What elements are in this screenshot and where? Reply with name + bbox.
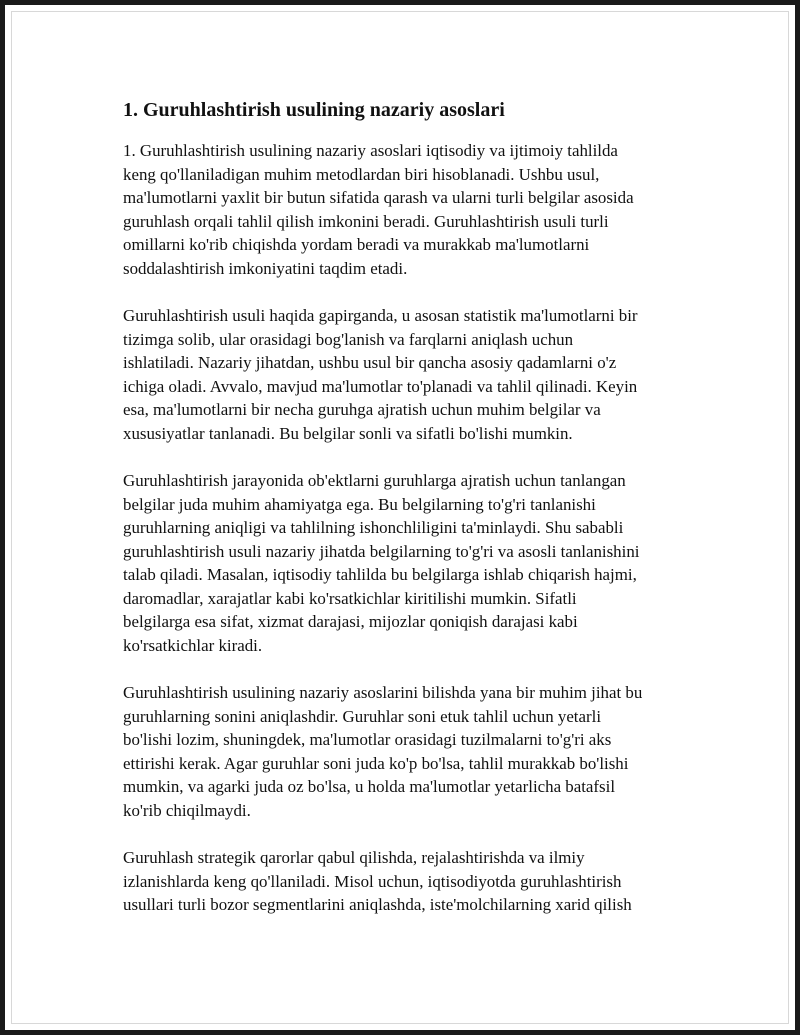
- text-line: guruhlashtirish usuli nazariy jihatda belgilarning to'g'ri va asosli tanlanishini: [123, 541, 640, 561]
- text-line: esa, ma'lumotlarni bir necha guruhga ajratish uchun muhim belgilar va: [123, 400, 601, 419]
- text-line: omillarni ko'rib chiqishda yordam beradi va murakkab ma'lumotlarni: [123, 235, 590, 254]
- text-line: keng qo'llaniladigan muhim metodlardan biri hisoblanadi. Ushbu usul,: [123, 164, 600, 184]
- text-line: belgilarga esa sifat, xizmat darajasi, mijozlar qoniqish darajasi kabi: [123, 612, 578, 631]
- text-line: soddalashtirish imkoniyatini taqdim etadi.: [123, 258, 408, 278]
- text-line: tizimga solib, ular orasidagi bog'lanish va farqlarni aniqlash uchun: [123, 329, 574, 349]
- text-line: 1. Guruhlashtirish usulining nazariy asoslari iqtisodiy va ijtimoiy tahlilda: [123, 141, 618, 160]
- text-line: Guruhlashtirish usuli haqida gapirganda, u asosan statistik ma'lumotlarni bir: [123, 306, 638, 325]
- text-line: xususiyatlar tanlanadi. Bu belgilar sonli va sifatli bo'lishi mumkin.: [123, 423, 573, 443]
- text-line: Guruhlash strategik qarorlar qabul qilishda, rejalashtirishda va ilmiy: [123, 848, 585, 867]
- text-line: guruhlash orqali tahlil qilish imkonini beradi. Guruhlashtirish usuli turli: [123, 211, 609, 231]
- text-line: guruhlarning sonini aniqlashdir. Guruhlar soni etuk tahlil uchun yetarli: [123, 706, 602, 726]
- text-line: guruhlarning aniqligi va tahlilning ishonchliligini ta'minlaydi. Shu sababli: [123, 518, 624, 537]
- text-line: ishlatiladi. Nazariy jihatdan, ushbu usul bir qancha asosiy qadamlarni o'z: [123, 353, 617, 372]
- text-line: ko'rsatkichlar kiradi.: [123, 635, 263, 655]
- text-line: bo'lishi lozim, shuningdek, ma'lumotlar orasidagi tuzilmalarni to'g'ri aks: [123, 730, 612, 749]
- text-line: ettirishi kerak. Agar guruhlar soni juda ko'p bo'lsa, tahlil murakkab bo'lishi: [123, 753, 629, 773]
- text-line: ichiga oladi. Avvalo, mavjud ma'lumotlar to'planadi va tahlil qilinadi. Keyin: [123, 376, 638, 396]
- document-body: [123, 95, 703, 941]
- text-line: ko'rib chiqilmaydi.: [123, 800, 251, 820]
- text-line: daromadlar, xarajatlar kabi ko'rsatkichlar kiritilishi mumkin. Sifatli: [123, 588, 577, 608]
- paragraph-2: [123, 304, 703, 445]
- paragraph-4: [123, 681, 703, 822]
- section-heading: 1. Guruhlashtirish usulining nazariy asoslari: [123, 99, 505, 121]
- paragraph-5: [123, 846, 703, 917]
- text-line: Guruhlashtirish usulining nazariy asoslarini bilishda yana bir muhim jihat bu: [123, 683, 643, 702]
- text-line: belgilar juda muhim ahamiyatga ega. Bu belgilarning to'g'ri tanlanishi: [123, 494, 596, 514]
- paragraph-1: [123, 139, 703, 280]
- text-line: izlanishlarda keng qo'llaniladi. Misol uchun, iqtisodiyotda guruhlashtirish: [123, 871, 622, 891]
- text-line: usullari turli bozor segmentlarini aniqlashda, iste'molchilarning xarid qilish: [123, 895, 632, 914]
- text-line: talab qiladi. Masalan, iqtisodiy tahlilda bu belgilarga ishlab chiqarish hajmi,: [123, 565, 637, 584]
- text-line: Guruhlashtirish jarayonida ob'ektlarni guruhlarga ajratish uchun tanlangan: [123, 471, 626, 490]
- text-line: ma'lumotlarni yaxlit bir butun sifatida qarash va ularni turli belgilar asosida: [123, 188, 634, 207]
- text-line: mumkin, va agarki juda oz bo'lsa, u holda ma'lumotlar yetarlicha batafsil: [123, 777, 616, 796]
- paragraph-3: [123, 469, 703, 657]
